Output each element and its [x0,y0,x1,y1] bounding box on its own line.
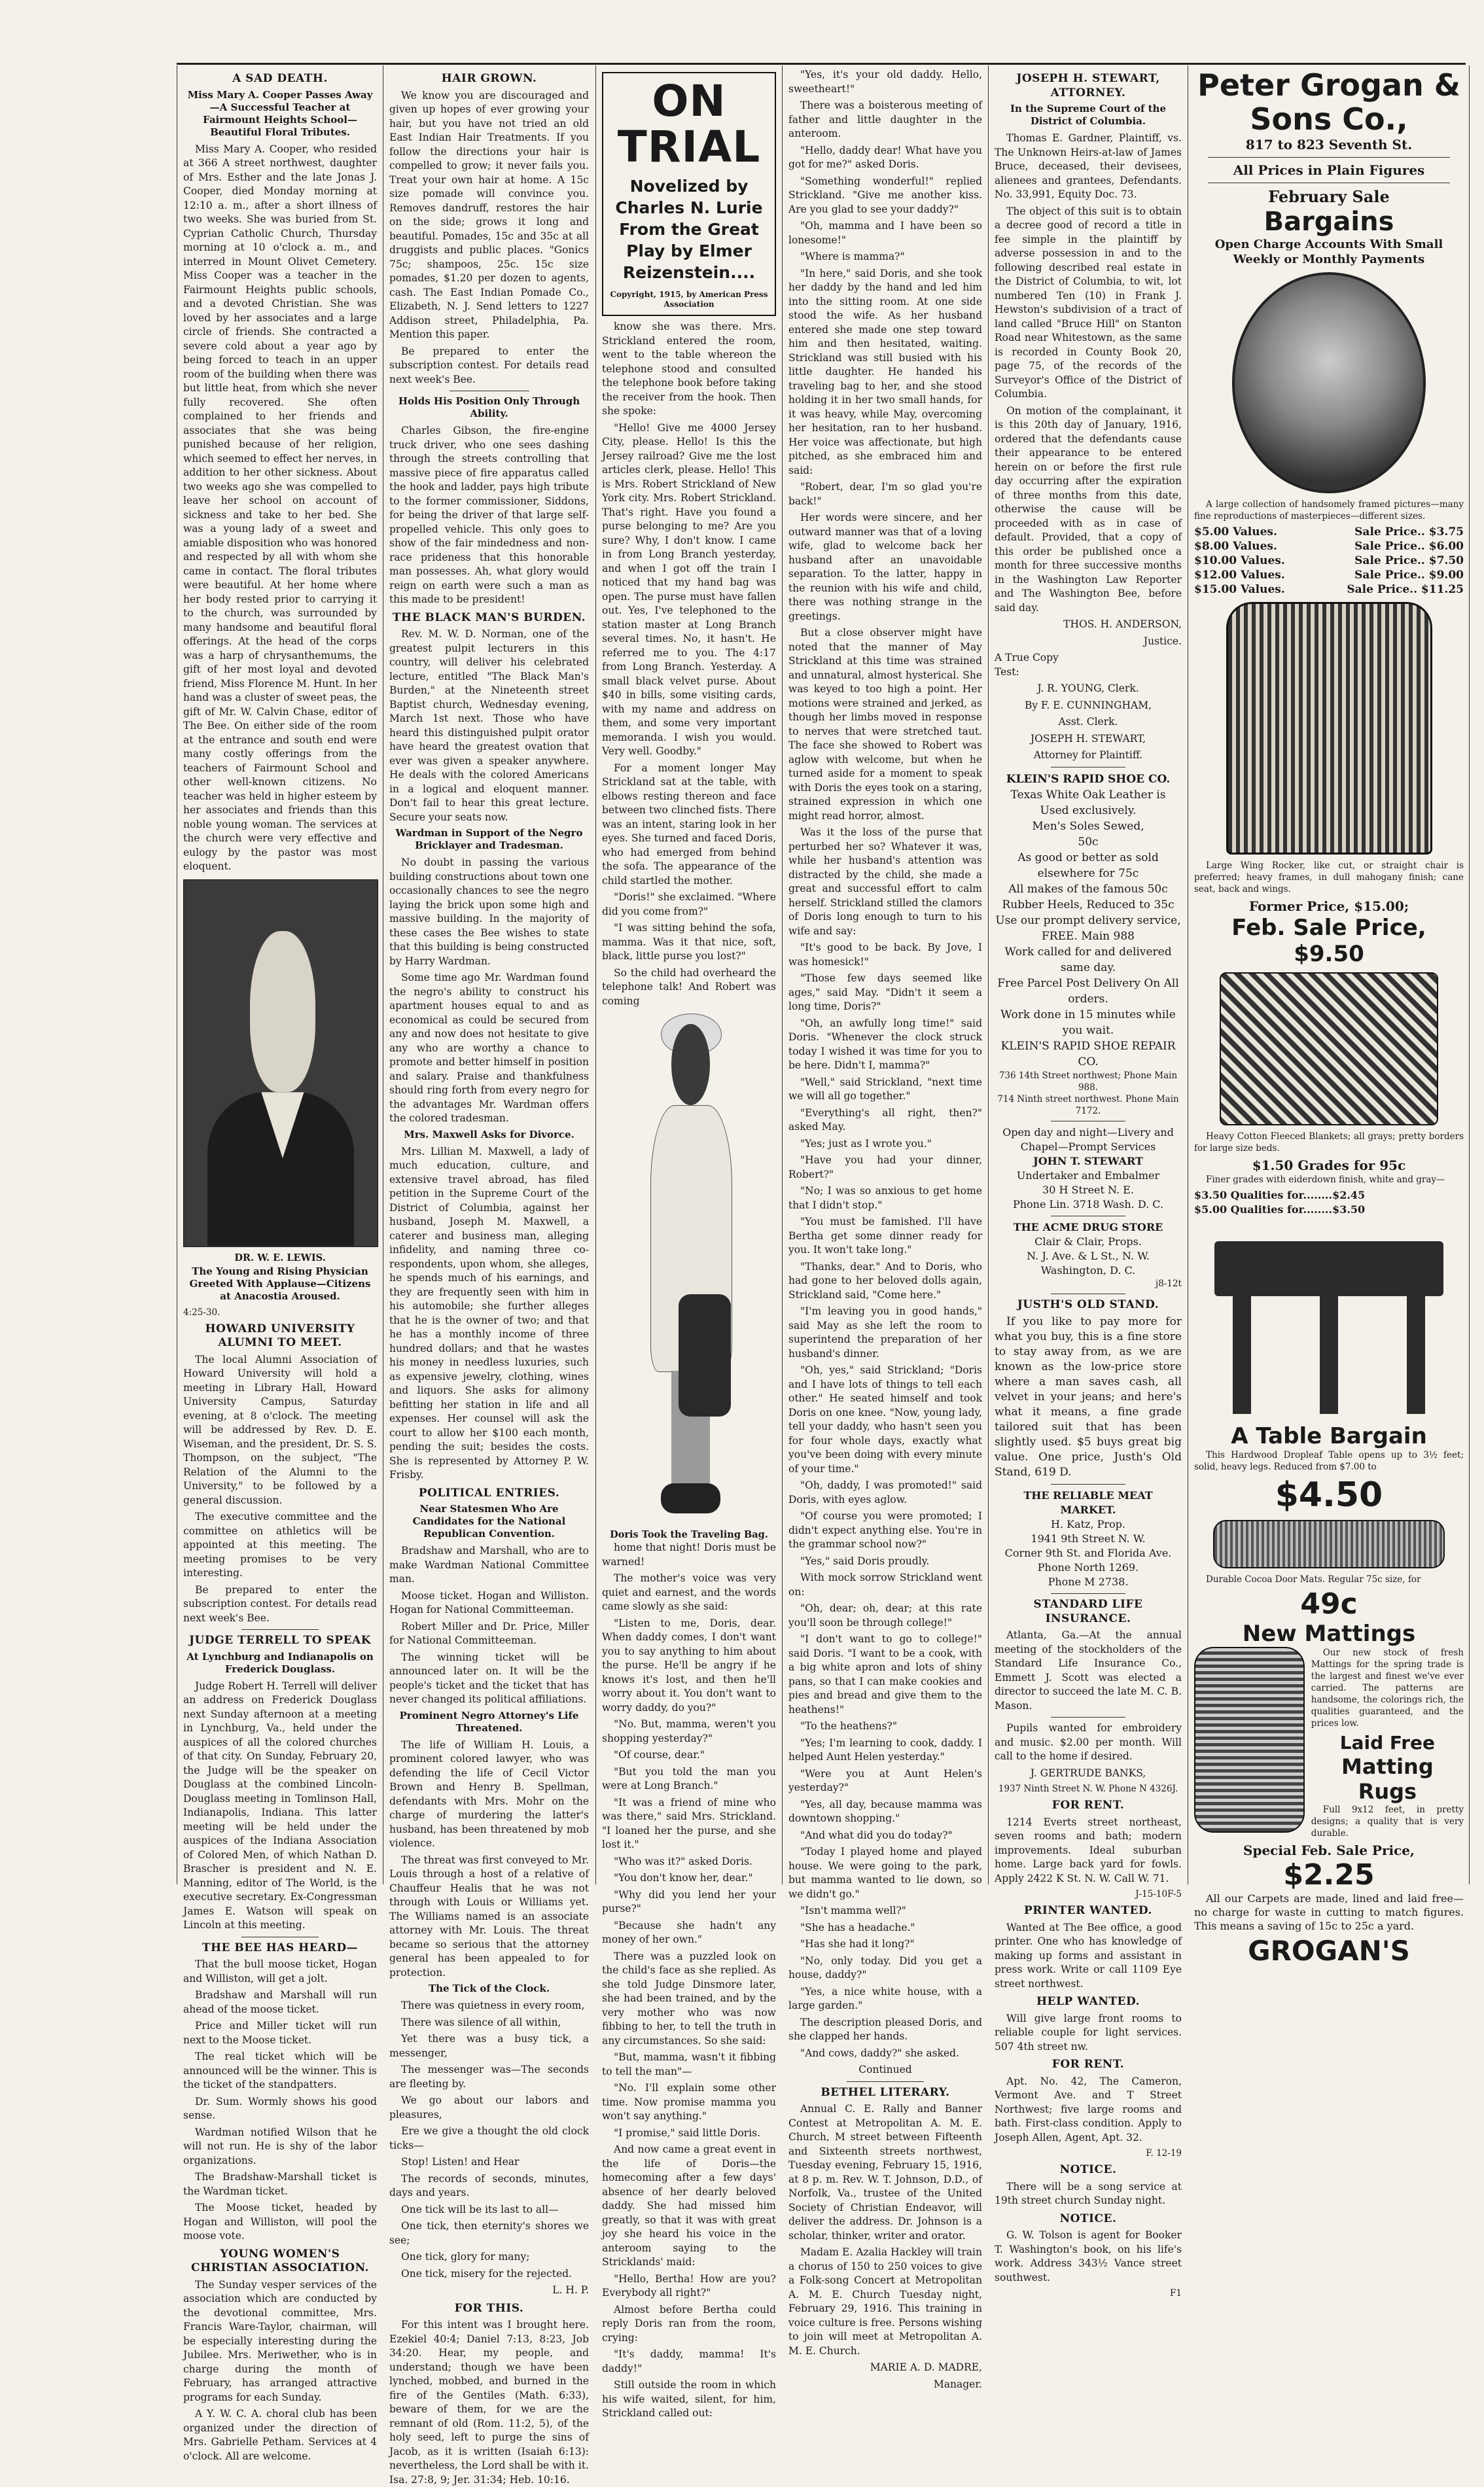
burden-headline: THE BLACK MAN'S BURDEN. [392,610,586,624]
stewart-subhead: In the Supreme Court of the District of Columbia. [1010,103,1166,127]
story-paragraph: "Of course, dear." [614,1749,705,1761]
table-leg [1233,1296,1251,1414]
story-paragraph: The description pleased Doris, and she clapped her hands. [788,2016,982,2042]
story-paragraph: "Hello, Bertha! How are you? Everybody all right?" [602,2272,776,2299]
portrait-subcaption: The Young and Rising Physician Greeted With Applause—Citizens at Anacostia Aroused. [189,1265,371,1302]
framed-picture-image [1232,272,1426,493]
wardman-headline: Wardman in Support of the Negro Bricklayer and Tradesman. [395,827,583,851]
girl-head [671,1024,710,1106]
story-paragraph: "Oh, dear; oh, dear; at this rate you'll soon be through college!" [788,1602,982,1629]
howard-p3: Be prepared to enter the subscription contest. For details read next week's Bee. [183,1583,377,1624]
price-value: $12.00 Values. [1194,569,1285,582]
wing-rocker-image [1226,602,1432,855]
sad-death-headline: A SAD DEATH. [232,72,328,85]
bee-item: That the bull moose ticket, Hogan and Williston, will get a jolt. [183,1958,377,1984]
rugs-title: Matting Rugs [1341,1754,1434,1804]
forrent2-headline: FOR RENT. [1051,2058,1125,2071]
bee-item: The Moose ticket, headed by Hogan and Williston, will pool the moose vote. [183,2202,377,2242]
story-paragraph: "Yes, all day, because mamma was downtown shopping." [788,1798,982,1824]
bee-item: Wardman notified Wilson that he will not run. He is shy of the labor organizations. [183,2126,377,2166]
story-paragraph: "Yes; just as I wrote you." [800,1137,932,1150]
door-mat-image [1213,1520,1445,1568]
story-paragraph: "I'm leaving you in good hands," said May as she left the room to superintend the preparation of her husband's dinner. [788,1305,982,1360]
mats-price: 49c [1300,1587,1358,1621]
price-sale: Sale Price.. $11.25 [1347,583,1464,596]
story-paragraph: "Yes, it's your old daddy. Hello, sweetheart!" [788,69,982,95]
column-6-grogan-ad [1194,67,1464,1967]
story-paragraph: "Those few days seemed like ages," said May. "Didn't it seem a long time, Doris?" [788,972,982,1012]
notice1-body: There will be a song service at 19th street church Sunday night. [995,2180,1182,2206]
bee-headline: THE BEE HAS HEARD— [202,1941,359,1954]
acme-line: N. J. Ave. & L St., N. W. [1027,1249,1150,1262]
justh-headline: JUSTH'S OLD STAND. [1017,1297,1159,1311]
table-leg [1407,1296,1425,1414]
clerk-line: J. R. YOUNG, Clerk. [1037,682,1139,694]
matting-roll-image [1194,1647,1305,1833]
story-paragraph: "In here," said Doris, and she took her daddy by the hand and led him into the sitting room. At one side stood the wife. As her husband entered she made one step toward him and then hesitated, waiting. Strickland was still busied with his little daughter. He handed his traveling bag to her, and she stood holding it in her two small hands, for it was heavy, while May, overcoming her hesitation, ran to her husband. Her voice was affectionate, but high pitched, as she embraced him and said: [788,267,982,476]
bethel-p1: Annual C. E. Rally and Banner Contest at Metropolitan A. M. E. Church, M street between Fifteenth and Sixteenth streets northwest, Tuesday evening, February 15, 1916, at 8 p. m. Rev. W. T. Johnson, D.D., of Norfolk, Va., trustee of the United Society of Christian Endeavor, will deliver the address. Dr. Johnson is a scholar, thinker, writer and orator. [788,2103,982,2242]
story-paragraph: Was it the loss of the purse that perturbed her so? Whatever it was, while her husband's attention was distracted by the child, she made a great and successful effort to calm herself. Strickland stilled the clamors of Doris long enough to turn to his wife and say: [788,826,982,937]
poem-line: Yet there was a busy tick, a messenger, [389,2033,589,2059]
louis-p2: The threat was first conveyed to Mr. Louis through a host of a relative of Chauffeur Healis that he was not through with Louis or Williams yet. The Williams named is an associate attorney with Mr. Louis. The threat became so serious that the attorney general has been appealed to for protection. [389,1854,589,1979]
grogans-footer: GROGAN'S [1248,1935,1410,1967]
grogan-charge-accounts: Open Charge Accounts With Small Weekly or Monthly Payments [1214,238,1443,266]
political-p1: Bradshaw and Marshall, who are to make Wardman National Committee man. [389,1545,589,1585]
story-paragraph: "Why did you lend her your purse?" [602,1888,776,1914]
girl-feet [661,1483,720,1514]
story-paragraph: "No. But, mamma, weren't you shopping yesterday?" [602,1718,776,1744]
story-paragraph: "Where is mamma?" [800,251,905,262]
forthis-body: For this intent was I brought here. Ezekiel 40:4; Daniel 7:13, 8:23, Job 34:20. Hear, my people, and understand; though we have been lynched, mobbed, and burned in the fire of the Gentiles (Math. 6:33), beware of them, for we are the remnant of old (Rom. 11:2, 5), of the holy seed, left to purge the sins of Jacob, as it is written (Isaiah 6:13): nevertheless, the Lord shall be with it. Isa. 27:8, 9; Jer. 31:34; Heb. 10:16. [389,2319,589,2486]
political-p3: Robert Miller and Dr. Price, Miller for National Committeeman. [389,1620,589,1646]
stewart-p2: The object of this suit is to obtain a decree good of record a title in fee simple in the plaintiff by adverse possession in and to the following described real estate in the District of Columbia, to wit, lot numbered Ten (10) in Frank J. Hewston's subdivision of a tract of land called "Bruce Hill" on Stanton Road near Whitestown, as the same is recorded in County Book 20, page 75, of the records of the Surveyor's Office of the District of Columbia. [995,205,1182,400]
column-rule [988,65,989,1884]
price-value: $15.00 Values. [1194,583,1285,596]
wardman-p1: No doubt in passing the various building constructions about town one occasionally chances to see the negro laying the brick upon some high and massive building. In the majority of these cases the Bee wishes to state that this building is being constructed by Harry Wardman. [389,856,589,967]
ywca-p1: The Sunday vesper services of the association which are conducted by the devotional committee, Mrs. Francis Ware-Taylor, chairman, will be especially interesting during the Jubilee. Mrs. Meriwether, who is in charge during the month of February, has arranged attractive programs for each Sunday. [183,2278,377,2403]
mattings-title: New Mattings [1242,1621,1416,1647]
true-copy: A True Copy Test: [995,652,1059,678]
price-row [1194,525,1464,539]
help-body: Will give large front rooms to reliable couple for light services. 507 4th street nw. [995,2012,1182,2053]
column-4 [788,68,982,2390]
story-paragraph: "It's daddy, mamma! It's daddy!" [602,2348,776,2374]
terrell-subhead: At Lynchburg and Indianapolis on Frederick Douglass. [186,1650,374,1675]
poem-line: One tick, then eternity's shores we see; [389,2220,589,2246]
blanket-quality: $5.00 Qualities for........$3.50 [1194,1203,1366,1216]
kleins-ad [995,771,1182,1117]
continued-label: Continued [858,2064,912,2075]
story-paragraph: "Something wonderful!" replied Strickland. "Give me another kiss. Are you glad to see your daddy?" [788,175,982,215]
acme-title: THE ACME DRUG STORE [1013,1220,1163,1233]
story-paragraph: Still outside the room in which his wife waited, silent, for him, Strickland called out: [602,2379,776,2419]
meat-line: Corner 9th St. and Florida Ave. [1004,1547,1172,1559]
story-paragraph: "She has a headache." [800,1921,915,1933]
separator [847,2081,924,2082]
hair-headline: HAIR GROWN. [441,72,537,85]
laid-free: Laid Free [1339,1732,1436,1754]
column-1 [183,68,377,2462]
story-paragraph: "No, only today. Did you get a house, daddy?" [788,1954,982,1981]
forrent2-body: Apt. No. 42, The Cameron, Vermont Ave. and T Street Northwest; five large rooms and bath. First-class condition. Apply to Joseph Allen, Agent, Apt. 32. [995,2075,1182,2143]
price-sale: Sale Price.. $6.00 [1354,540,1464,553]
poem-line: Ere we give a thought the old clock ticks— [389,2125,589,2151]
story-paragraph: "I don't want to go to college!" said Doris. "I want to be a cook, with a big white apron and lots of shiny pans, so that I can make cookies and pies and bread and give them to the heathens!" [788,1633,982,1716]
kleins-line: All makes of the famous 50c Rubber Heels, Reduced to 35c [1002,882,1175,911]
mattings-block [1194,1647,1464,1729]
meat-line: H. Katz, Prop. [1050,1518,1126,1530]
blanket-grade: $1.50 Grades for 95c [1252,1157,1406,1173]
story-paragraph: "Oh, yes," said Strickland; "Doris and I have lots of things to tell each other." He seated himself and took Doris on one knee. "Now, young lady, tell your daddy, who hasn't seen you for four whole days, exactly what you've been doing with every minute of your time." [788,1364,982,1475]
holds-headline: Holds His Position Only Through Ability. [398,395,580,419]
hair-p1: We know you are discouraged and given up hopes of ever growing your hair, but you have not tried an old East Indian Hair Treatments. If you follow the directions your hair is compelled to grow; it never fails you. Treat your own hair at home. A 15c size pomade will convince you. Removes dandruff, restores the hair on the side; grows it long and beautiful. Pomades, 15c and 35c at all druggists and public places. "Gonics 75c; shampoos, 25c. 15c size pomades, $1.20 per dozen to agents, cash. The East Indian Pomade Co., Elizabeth, N. J. Send letters to 1227 Addison street, Philadelphia, Pa. Mention this paper. [389,89,589,340]
story-paragraph: "Isn't mamma well?" [800,1905,906,1916]
kleins-line: KLEIN'S RAPID SHOE REPAIR CO. [1000,1039,1176,1068]
bethel-sig: MARIE A. D. MADRE, [870,2361,982,2373]
carpets-text: All our Carpets are made, lined and laid free—no charge for waste in cutting to match figures. This means a saving of 15c to 25c a yard. [1194,1892,1464,1932]
howard-p1: The local Alumni Association of Howard University will hold a meeting in Library Hall, Howard University Campus, Saturday evening, at 8 o'clock. The meeting will be addressed by Rev. D. E. Wiseman, and the president, Dr. S. S. Thompson, on the subject, "The Relation of the Alumni to the University," to be followed by a general discussion. [183,1353,377,1506]
pupils-address: 1937 Ninth Street N. W. Phone N 4326J. [998,1784,1178,1794]
forthis-headline: FOR THIS. [454,2301,524,2315]
bee-item: Dr. Sum. Wormly shows his good sense. [183,2095,377,2121]
table-title: A Table Bargain [1231,1423,1427,1449]
story-paragraph: "Were you at Aunt Helen's yesterday?" [788,1767,982,1793]
story-paragraph: "Today I played home and played house. We were going to the park, but mamma wanted to lie down, so we didn't go." [788,1846,982,1900]
story-paragraph: With mock sorrow Strickland went on: [788,1572,982,1598]
help-headline: HELP WANTED. [1036,1995,1140,2008]
top-rule [177,63,1466,65]
blanket-quality: $3.50 Qualities for........$2.45 [1194,1189,1366,1201]
kleins-line: 736 14th Street northwest; Phone Main 988. [998,1070,1178,1093]
maxwell-headline: Mrs. Maxwell Asks for Divorce. [404,1128,574,1140]
stewart-p1: Thomas E. Gardner, Plaintiff, vs. The Unknown Heirs-at-law of James Bruce, deceased, their devisees, alienees and grantees, Defendants. No. 33,991, Equity Doc. 73. [995,132,1182,200]
sad-death-subhead: Miss Mary A. Cooper Passes Away—A Successful Teacher at Fairmount Heights School—Beautiful Floral Tributes. [187,88,373,138]
poem-signature: L. H. P. [552,2284,589,2296]
undertaker-line: Phone Lin. 3718 Wash. D. C. [1012,1197,1164,1210]
kleins-line: Work done in 15 minutes while you wait. [1000,1008,1176,1037]
story-paragraph: "Oh, an awfully long time!" said Doris. "Whenever the clock struck today I wished it was time for you to be here. Didn't I, mamma?" [788,1017,982,1071]
rugs-description: Full 9x12 feet, in pretty designs; a quality that is very durable. [1311,1805,1464,1839]
price-sale: Sale Price.. $7.50 [1354,554,1464,567]
poem-line: One tick, misery for the rejected. [401,2267,572,2280]
stewart-headline: JOSEPH H. STEWART, ATTORNEY. [1016,72,1160,99]
separator [1051,1717,1125,1718]
pupils-body: Pupils wanted for embroidery and music. $2.00 per month. Will call to the home if desired. [995,1722,1182,1762]
story-paragraph: "No. I'll explain some other time. Now promise mamma you won't say anything." [602,2082,776,2122]
kleins-line: 714 Ninth street northwest. Phone Main 7172. [997,1093,1179,1116]
on-trial-title: ON TRIAL [617,76,761,172]
price-row [1194,554,1464,568]
howard-headline: HOWARD UNIVERSITY ALUMNI TO MEET. [205,1322,355,1349]
dropleaf-table-image [1214,1222,1443,1418]
price-row [1194,582,1464,597]
rocker-sale-price: Feb. Sale Price, $9.50 [1231,915,1426,967]
clerk-line: JOSEPH H. STEWART, [1030,732,1146,745]
story-paragraph: "Well," said Strickland, "next time we will all go together." [788,1076,982,1102]
forrent1-body: 1214 Everts street northeast, seven rooms and bath; modern improvements. Ideal suburban home. Large back yard for fowls. Apply 2422 K St. N. W. Call W. 71. [995,1816,1182,1884]
blanket-description: Heavy Cotton Fleeced Blankets; all grays; pretty borders for large size beds. [1194,1131,1464,1154]
separator [1051,1593,1125,1594]
meat-line: Phone North 1269. [1037,1561,1139,1574]
story-paragraph: "To the heathens?" [800,1720,897,1732]
clerk-line: By F. E. CUNNINGHAM, [1024,699,1152,711]
stewart-p3: On motion of the complainant, it is this 20th day of January, 1916, ordered that the defendants cause their appearance to be entered herein on or before the first rule day occurring after the expiration of three months from this date, otherwise the cause will be proceeded with as in case of default. Provided, that a copy of this order be published once a month for three successive months in the Washington Law Reporter and The Washington Bee, before said day. [995,404,1182,614]
poem-line: We go about our labors and pleasures, [389,2094,589,2121]
forrent2-code: F. 12-19 [1146,2148,1182,2159]
portrait-caption: DR. W. E. LEWIS. [234,1252,326,1263]
story-paragraph: know she was there. Mrs. Strickland entered the room, went to the table whereon the telephone stood and consulted the telephone book before taking the receiver from the hook. Then she spoke: [602,321,776,417]
bethel-p2: Madam E. Azalia Hackley will train a chorus of 150 to 250 voices to give a Folk-song Concert at Metropolitan A. M. E. Church Tuesday night, February 29, 1916. This training in voice culture is free. Persons wishing to join will meet at Metropolitan A. M. E. Church. [788,2246,982,2357]
doris-illustration [602,1014,776,1524]
ywca-headline: YOUNG WOMEN'S CHRISTIAN ASSOCIATION. [191,2247,369,2274]
table-price: $4.50 [1275,1475,1383,1515]
forrent1-code: J-15-10F-5 [1135,1889,1182,1899]
price-sale: Sale Price.. $3.75 [1354,525,1464,538]
doris-caption: Doris Took the Traveling Bag. [610,1529,768,1540]
story-paragraph: "Doris!" she exclaimed. "Where did you come from?" [602,891,776,917]
bee-item: Price and Miller ticket will run next to the Moose ticket. [183,2020,377,2046]
story-paragraph: "Of course you were promoted; I didn't expect anything else. You're in the grammar school now?" [788,1510,982,1550]
price-value: $10.00 Values. [1194,554,1285,567]
kleins-line: 50c [1078,835,1099,849]
justh-body: If you like to pay more for what you buy, this is a fine store to stay away from, as we are known as the low-price store where a man saves cash, all velvet in your jeans; and here's what it means, a fine grade tailored suit that has been slightly used. $5 buys great big value. One price, Justh's Old Stand, 619 D. [995,1315,1182,1479]
story-paragraph: "And cows, daddy?" she asked. [800,2047,960,2059]
rugs-special: Special Feb. Sale Price, [1243,1843,1415,1858]
undertaker-name: JOHN T. STEWART [1033,1154,1143,1167]
undertaker-line: 30 H Street N. E. [1042,1183,1134,1196]
louis-headline: Prominent Negro Attorney's Life Threatened. [399,1709,579,1734]
justice-name: THOS. H. ANDERSON, [1063,618,1182,630]
story-paragraph: The mother's voice was very quiet and earnest, and the words came slowly as she said: [602,1572,776,1612]
story-paragraph: For a moment longer May Strickland sat at the table, with elbows resting thereon and face between two clinched fists. There was an intent, staring look in her eyes. She turned and faced Doris, who had emerged from behind the sofa. The appearance of the child startled the mother. [602,762,776,887]
story-paragraph: "I promise," said little Doris. [614,2126,761,2139]
grogan-bargains: Bargains [1263,207,1394,237]
louis-p1: The life of William H. Louis, a prominent colored lawyer, who was defending the life of Cecil Victor Brown and Henry B. Spellman, defendants with Mrs. Mohr on the charge of murdering the latter's husband, has been threatened by mob violence. [389,1738,589,1849]
story-paragraph: "But, mamma, wasn't it fibbing to tell the man"— [602,2051,776,2077]
story-paragraph: home that night! Doris must be warned! [602,1542,776,1568]
price-value: $5.00 Values. [1194,525,1277,538]
undertaker-line: Open day and night—Livery and Chapel—Prompt Services [1002,1125,1174,1153]
poem-line: There was silence of all within, [401,2016,561,2028]
table-top [1214,1241,1443,1296]
story-paragraph: "You don't know her, dear." [614,1872,753,1884]
kleins-line: Use our prompt delivery service, FREE. Main 988 [995,913,1181,943]
rocker-former-price: Former Price, $15.00; [1248,898,1409,914]
column-5 [995,68,1182,2299]
blanket-image [1220,972,1438,1125]
terrell-body: Judge Robert H. Terrell will deliver an address on Frederick Douglass next Sunday afternoon at a meeting in Lynchburg, Va., held under the auspices of all the colored churches of that city. On Sunday, February 20, the Judge will be the speaker on Douglass at the combined Lincoln-Douglass meeting in Tomlinson Hall, Indianapolis, Indiana. This latter meeting will be held under the auspices of the Indiana Association of Colored Men, of which Nathan D. Brascher is president and N. E. Manning, editor of The World, is the executive secretary. Ex-Congressman James E. Watson will speak on Lincoln at this meeting. [183,1680,377,1931]
column-rule [1469,65,1470,1884]
burden-body: Rev. M. W. D. Norman, one of the greatest pulpit lecturers in this country, will deliver his celebrated lecture, entitled "The Black Man's Burden," at the Nineteenth street Baptist church, Wednesday evening, March 1st next. Those who have heard this distinguished pulpit orator have heard the greatest ovation that ever was given a speaker anywhere. He deals with the colored Americans in a logical and eloquent manner. Don't fail to hear this great lecture. Secure your seats now. [389,628,589,823]
story-paragraph: "Has she had it long?" [800,1938,915,1950]
story-paragraph: "And what did you do today?" [800,1829,953,1841]
pupils-sig: J. GERTRUDE BANKS, [1030,1767,1146,1779]
forrent1-headline: FOR RENT. [1051,1799,1125,1812]
story-paragraph: "Yes," said Doris proudly. [800,1555,930,1567]
kleins-line: Work called for and delivered same day. [1004,945,1172,974]
terrell-headline: JUDGE TERRELL TO SPEAK [188,1634,371,1647]
meat-ad [995,1489,1182,1589]
story-paragraph: There was a puzzled look on the child's face as she replied. As she told Judge Dinsmore later, she had been trained, and by the very mother who was now fibbing to her, to tell the truth in any circumstances. So she said: [602,1950,776,2047]
poem-line: The records of seconds, minutes, days and years. [389,2172,589,2198]
story-paragraph: "No; I was so anxious to get home that I didn't stop." [788,1185,982,1211]
portrait-code: 4:25-30. [183,1307,221,1318]
ywca-p2: A Y. W. C. A. choral club has been organized under the direction of Mrs. Gabrielle Petham. Services at 4 o'clock. All are welcome. [183,2408,377,2462]
meat-title: THE RELIABLE MEAT MARKET. [1023,1489,1153,1516]
story-paragraph: "Yes; I'm learning to cook, daddy. I helped Aunt Helen yesterday." [788,1737,982,1763]
meat-line: Phone M 2738. [1048,1576,1129,1588]
bee-item: The real ticket which will be announced will be the winner. This is the ticket of the standpatters. [183,2051,377,2090]
price-sale: Sale Price.. $9.00 [1354,569,1464,582]
political-p2: Moose ticket. Hogan and Williston. Hogan for National Committeeman. [389,1589,589,1615]
notice2-headline: NOTICE. [1059,2212,1117,2225]
maxwell-body: Mrs. Lillian M. Maxwell, a lady of much education, culture, and extensive travel abroad, has filed petition in the Supreme Court of the District of Columbia, against her husband, Joseph M. Maxwell, a caterer and business man, alleging infidelity, and naming three co-respondents, upon whom, she alleges, he spends much of his earnings, and they are frequently seen with him in his automobile; she further alleges that he is the owner of two; and that he has a monthly income of three hundred dollars; and that he wastes his money in needless luxuries, such as expensive jewelry, clothing, wines and liquors. She asks for alimony befitting her station in life and all expenses. Her counsel will ask the court to allow her $100 each month, pending the suit; besides the costs. She is represented by Attorney P. W. Frisby. [389,1145,589,1481]
acme-ad [995,1220,1182,1290]
price-row [1194,539,1464,554]
column-3 [602,68,776,2419]
standard-headline: STANDARD LIFE INSURANCE. [1033,1598,1143,1625]
rocker-description: Large Wing Rocker, like cut, or straight chair is preferred; heavy frames, in dull mahogany finish; cane seat, back and wings. [1194,860,1464,894]
story-paragraph: So the child had overheard the telephone talk! And Robert was coming [602,966,776,1007]
table-description: This Hardwood Dropleaf Table opens up to 3½ feet; solid, heavy legs. Reduced from $7.00 to [1194,1450,1464,1472]
story-paragraph: "Everything's all right, then?" asked May. [788,1106,982,1133]
acme-line: Clair & Clair, Props. [1034,1235,1142,1248]
story-paragraph: But a close observer might have noted that the manner of May Strickland at this time was strained and unnatural, almost hysterical. She was keyed to too high a point. Her motions were strained and jerked, as though her limbs moved in response to nerves that were stretched taut. The face she showed to Robert was aglow with welcome, but when he turned aside for a moment to speak with Doris the eyes took on a staring, strained expression in which one might read horror, almost. [788,627,982,822]
meat-line: 1941 9th Street N. W. [1031,1532,1146,1545]
kleins-title: KLEIN'S RAPID SHOE CO. [1006,772,1171,786]
price-row [1194,568,1464,582]
story-paragraph: "Robert, dear, I'm so glad you're back!" [788,481,982,507]
on-trial-copyright: Copyright, 1915, by American Press Association [610,290,768,309]
grogan-feb-sale: February Sale [1268,187,1390,206]
grogan-address: 817 to 823 Seventh St. [1245,137,1413,152]
acme-line: Washington, D. C. [1040,1263,1136,1277]
grogan-name: Peter Grogan & Sons Co., [1197,67,1460,137]
undertaker-ad [995,1125,1182,1212]
story-paragraph: "Because she hadn't any money of her own." [602,1919,776,1945]
undertaker-line: Undertaker and Embalmer [1016,1169,1160,1182]
story-paragraph: "Oh, daddy, I was promoted!" said Doris, with eyes aglow. [788,1479,982,1506]
story-paragraph: "Yes, a nice white house, with a large garden." [788,1985,982,2011]
story-paragraph: "Listen to me, Doris, dear. When daddy comes, I don't want you to say anything to him about the purse. He'll be angry if he knows it's lost, and then he'll worry about it. You don't want to worry daddy, do you?" [602,1617,776,1714]
separator [1051,1484,1125,1485]
mattings-description: Our new stock of fresh Mattings for the spring trade is the largest and finest we've ever carried. The patterns are handsome, the colorings rich, the qualities guaranteed, and the prices low. [1311,1648,1464,1729]
column-rule [595,65,596,1884]
justice-title: Justice. [1143,635,1182,647]
political-subhead: Near Statesmen Who Are Candidates for the National Republican Convention. [412,1503,566,1540]
poem-line: The messenger was—The seconds are fleeting by. [389,2064,589,2090]
price-value: $8.00 Values. [1194,540,1277,553]
howard-p2: The executive committee and the committee on athletics will be appointed at this meeting. The meeting promises to be very interesting. [183,1511,377,1579]
story-paragraph: There was a boisterous meeting of father and little daughter in the anteroom. [788,99,982,139]
story-paragraph: "It was a friend of mine who was there," said Mrs. Strickland. "I loaned her the purse, and she lost it." [602,1796,776,1850]
kleins-line: Free Parcel Post Delivery On All orders. [997,976,1179,1006]
story-paragraph: "Hello, daddy dear! What have you got for me?" asked Doris. [788,144,982,170]
bee-item: Bradshaw and Marshall will run ahead of the moose ticket. [183,1989,377,2015]
story-paragraph: Her words were sincere, and her outward manner was that of a loving wife, glad to welcome back her husband after an unavoidable separation. To the latter, happy in the reunion with his wife and child, there was nothing strange in the greetings. [788,512,982,622]
story-paragraph: "Thanks, dear." And to Doris, who had gone to her beloved dolls again, Strickland said, "Come here." [788,1260,982,1301]
story-paragraph: "Oh, mamma and I have been so lonesome!" [788,220,982,246]
sad-death-body: Miss Mary A. Cooper, who resided at 366 A street northwest, daughter of Mrs. Esther and the late Jonas J. Cooper, died Monday morning at 12:10 a. m., after a short illness of two weeks. She was buried from St. Cyprian Catholic Church, Thursday morning at 10 o'clock a. m., and interred in Mount Olivet Cemetery. Miss Cooper was a teacher in the Fairmount Heights public schools, and a devoted Christian. She was loved by her associates and a large circle of friends. She contracted a severe cold about a year ago by being forced to teach in an upper room of the building when there was but little heat, from which she never fully recovered. She often complained to her friends and associates that she was being punished because of her religion, which seemed to effect her nerves, in addition to her other sickness. About two weeks ago she was compelled to leave her school on account of sickness and take to her bed. She was a young lady of a sweet and amiable disposition who was honored and respected by all with whom she came in contact. The floral tributes were beautiful. At her home where her body rested prior to carrying it to the church, was surrounded by many handsome and beautiful floral offerings. At the head of the corps was a harp of chrysanthemums, the gift of her most loyal and devoted friend, Miss Florence M. Hunt. In her hand was a cluster of sweet peas, the gift of Mr. W. Calvin Chase, editor of The Bee. On either side of the room at the entrance and south end were many costly offerings from the teachers of Fairmount School and other well-known citizens. No teacher was held in higher esteem by her associates and friends than this noble young woman. The services at the church were very effective and eulogy by the pastor was most eloquent. [183,143,377,872]
printer-body: Wanted at The Bee office, a good printer. One who has knowledge of making up forms and assistant in press work. Write or call 1109 Eye street northwest. [995,1921,1182,1990]
traveling-bag [679,1294,731,1417]
mats-description: Durable Cocoa Door Mats. Regular 75c size, for [1206,1574,1421,1585]
political-headline: POLITICAL ENTRIES. [418,1486,560,1500]
on-trial-banner [602,72,776,316]
story-paragraph: "But you told the man you were at Long Branch." [602,1765,776,1791]
bethel-headline: BETHEL LITERARY. [821,2085,950,2099]
standard-body: Atlanta, Ga.—At the annual meeting of the stockholders of the Standard Life Insurance Co., Emmett J. Scott was elected a director to succeed the late M. C. B. Mason. [995,1629,1182,1712]
rugs-price: $2.25 [1283,1858,1375,1892]
clerk-line: Attorney for Plaintiff. [1033,749,1143,761]
story-paragraph: And now came a great event in the life of Doris—the homecoming after a few days' absence of her dearly beloved daddy. She had missed him greatly, so that it was with great joy she heard his voice in the anteroom saying to the Stricklands' maid: [602,2143,776,2268]
bethel-sig-title: Manager. [933,2378,982,2390]
separator [241,1629,319,1630]
poem-line: Stop! Listen! and Hear [401,2156,520,2168]
printer-headline: PRINTER WANTED. [1024,1904,1152,1917]
separator [1208,157,1451,158]
acme-code: j8-12t [1156,1278,1182,1289]
notice2-code: F1 [1170,2288,1182,2299]
column-rule [782,65,783,1884]
wardman-p2: Some time ago Mr. Wardman found the negro's ability to construct his apartment houses equal to and as economical as could be secured from any and now does not hesitate to give any who are worthy a chance to promote and better himself in position and salary. Praise and thankfulness should ring forth from every negro for the advantages Mr. Wardman offers the colored tradesman. [389,972,589,1124]
poem-line: One tick, glory for many; [401,2251,530,2263]
kleins-line: As good or better as sold elsewhere for 75c [1017,851,1159,880]
kleins-line: Texas White Oak Leather is Used exclusively. [1010,788,1166,817]
story-paragraph: "I was sitting behind the sofa, mamma. Was it that nice, soft, black, little purse you lost?" [602,922,776,962]
hair-p2: Be prepared to enter the subscription contest. For details read next week's Bee. [389,345,589,385]
column-2 [389,68,589,2486]
grogan-prices: All Prices in Plain Figures [1233,162,1425,178]
notice2-body: G. W. Tolson is agent for Booker T. Washington's book, on his life's work. Address 343½ Vance street southwest. [995,2229,1182,2284]
story-paragraph: "It's good to be back. By Jove, I was homesick!" [788,942,982,968]
tick-headline: The Tick of the Clock. [428,1983,550,1994]
story-paragraph: "Have you had your dinner, Robert?" [788,1154,982,1180]
story-paragraph: "You must be famished. I'll have Bertha get some dinner ready for you. It won't take long." [788,1216,982,1256]
on-trial-novelized: Novelized by Charles N. Lurie From the Great Play by Elmer Reizenstein.... [615,177,763,282]
poem-line: One tick will be its last to all— [401,2203,559,2215]
portrait-face [250,931,316,1092]
pictures-description: A large collection of handsomely framed pictures—many fine reproductions of masterpieces—different sizes. [1194,499,1464,521]
story-paragraph: "Who was it?" asked Doris. [614,1855,752,1867]
notice1-headline: NOTICE. [1059,2163,1117,2176]
blanket-finer: Finer grades with eiderdown finish, white and gray— [1206,1174,1445,1185]
story-paragraph: Almost before Bertha could reply Doris ran from the room, crying: [602,2303,776,2344]
bee-item: The Bradshaw-Marshall ticket is the Wardman ticket. [183,2171,377,2197]
political-p4: The winning ticket will be announced later on. It will be the people's ticket and the ticket that has never changed its political affiliations. [389,1651,589,1705]
holds-body: Charles Gibson, the fire-engine truck driver, who one sees dashing through the streets controlling that massive piece of fire apparatus called the hook and ladder, pays high tribute to the former commissioner, Siddons, for being the driver of that large self-propelled vehicle. This only goes to show of the fair mindedness and non-race prideness that this honorable man possesses. Ah, what glory would reign on earth were such a man as this made to be president! [389,425,589,605]
clerk-line: Asst. Clerk. [1058,716,1118,728]
table-leg [1320,1296,1338,1414]
poem-line: There was quietness in every room, [401,2000,585,2011]
kleins-line: Men's Soles Sewed, [1032,819,1144,833]
portrait-dr-lewis [183,879,378,1247]
story-paragraph: "Hello! Give me 4000 Jersey City, please. Hello! Is this the Jersey railroad? Give me the lost articles clerk, please. Hello! This is Mrs. Robert Strickland of New York city. Mrs. Robert Strickland. That's right. Have you found a purse belonging to me? Are you sure? Why, I don't know. I came in from Long Branch yesterday, and when I got off the train I noticed that my hand bag was open. The purse must have fallen out. Yes, I've telephoned to the station master at Long Branch several times. No, it hasn't. He referred me to you. The 4:17 from Long Branch. Yesterday. A small black velvet purse. About $40 in bills, some visiting cards, with my name and address on them, and some very important memoranda. I wish you would. Very well. Goodby." [602,421,776,757]
